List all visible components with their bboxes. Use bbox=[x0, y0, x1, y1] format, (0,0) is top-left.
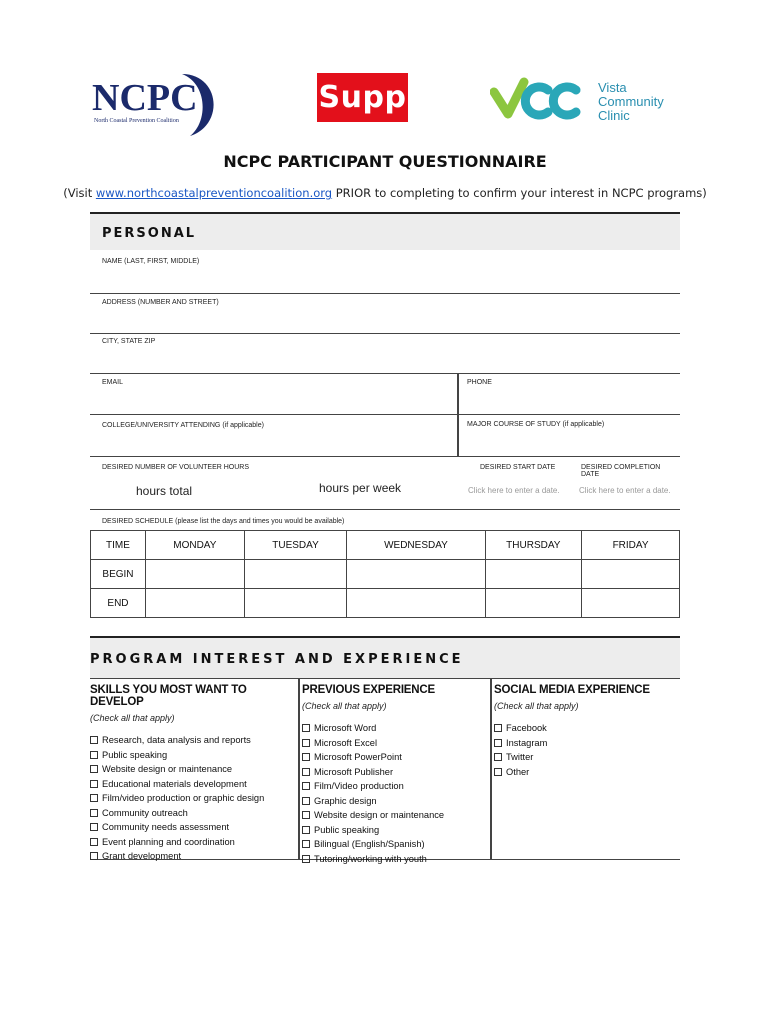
list-item[interactable] bbox=[90, 820, 298, 835]
schedule-table bbox=[90, 530, 680, 618]
logo-row bbox=[0, 62, 770, 142]
college-label: COLLEGE/UNIVERSITY ATTENDING (if applicable) bbox=[102, 422, 264, 429]
list-item[interactable] bbox=[302, 736, 490, 751]
social-media-column bbox=[494, 679, 680, 859]
checkbox[interactable] bbox=[302, 855, 310, 863]
subtitle bbox=[0, 186, 770, 200]
skills-title: SKILLS YOU MOST WANT TO DEVELOP bbox=[90, 684, 247, 708]
schedule-end-row bbox=[91, 589, 680, 618]
item-label: Website design or maintenance bbox=[102, 764, 233, 774]
divider bbox=[457, 374, 459, 457]
page-title: NCPC PARTICIPANT QUESTIONNAIRE bbox=[223, 152, 547, 171]
list-item[interactable] bbox=[302, 779, 490, 794]
list-item[interactable] bbox=[494, 721, 680, 736]
item-label: Facebook bbox=[506, 723, 547, 733]
item-label: Community outreach bbox=[102, 807, 188, 818]
item-label: Microsoft Word bbox=[314, 723, 377, 733]
checkbox[interactable] bbox=[302, 739, 310, 747]
program-section-heading: PROGRAM INTEREST AND EXPERIENCE bbox=[90, 636, 680, 678]
email-phone-row bbox=[90, 374, 680, 415]
list-item[interactable] bbox=[302, 808, 490, 823]
item-label: Website design or maintenance bbox=[314, 810, 445, 820]
city-state-zip-label: CITY, STATE ZIP bbox=[102, 338, 156, 345]
ncpc-logo-text: NCPC bbox=[92, 77, 198, 119]
volunteer-hours-label: DESIRED NUMBER OF VOLUNTEER HOURS bbox=[102, 464, 250, 471]
hours-dates-row bbox=[90, 457, 680, 510]
schedule-cell[interactable] bbox=[347, 589, 485, 618]
schedule-cell[interactable] bbox=[582, 589, 680, 618]
checkbox[interactable] bbox=[90, 809, 98, 817]
major-label: MAJOR COURSE OF STUDY (if applicable) bbox=[467, 421, 605, 428]
schedule-header-time: TIME bbox=[91, 531, 146, 560]
list-item[interactable] bbox=[90, 762, 298, 777]
email-label: EMAIL bbox=[102, 379, 124, 386]
checkbox[interactable] bbox=[494, 724, 502, 732]
schedule-header-monday: MONDAY bbox=[145, 531, 244, 560]
list-item[interactable] bbox=[302, 750, 490, 765]
supp-logo-text: Supp bbox=[318, 80, 407, 115]
checkbox[interactable] bbox=[302, 753, 310, 761]
website-link[interactable]: www.northcoastalpreventioncoalition.org bbox=[95, 186, 333, 200]
list-item[interactable] bbox=[302, 794, 490, 809]
checkbox[interactable] bbox=[90, 765, 98, 773]
list-item[interactable] bbox=[494, 765, 680, 780]
name-field[interactable] bbox=[90, 250, 680, 294]
list-item[interactable] bbox=[90, 806, 298, 821]
checkbox[interactable] bbox=[90, 751, 98, 759]
experience-title: PREVIOUS EXPERIENCE bbox=[302, 684, 435, 696]
vista-community-clinic-logo bbox=[490, 70, 690, 130]
list-item[interactable] bbox=[90, 733, 298, 748]
schedule-row-label-end: END bbox=[91, 589, 146, 618]
checkbox[interactable] bbox=[494, 739, 502, 747]
ncpc-logo-subtext: North Coastal Prevention Coalition bbox=[94, 118, 179, 124]
item-label: Microsoft Publisher bbox=[314, 766, 394, 777]
checkbox[interactable] bbox=[302, 826, 310, 834]
subtitle-prefix: (Visit bbox=[63, 186, 96, 200]
program-columns bbox=[90, 678, 680, 864]
hours-per-week-field[interactable]: hours per week bbox=[319, 481, 402, 495]
completion-date-picker[interactable]: Click here to enter a date. bbox=[579, 486, 671, 495]
start-date-picker[interactable]: Click here to enter a date. bbox=[468, 486, 560, 495]
list-item[interactable] bbox=[90, 777, 298, 792]
schedule-label: DESIRED SCHEDULE (please list the days and times you would be available) bbox=[102, 518, 345, 525]
supp-logo bbox=[317, 73, 408, 122]
list-item[interactable] bbox=[90, 849, 298, 864]
schedule-row-label-begin: BEGIN bbox=[91, 560, 146, 589]
list-item[interactable] bbox=[302, 823, 490, 838]
subtitle-suffix: PRIOR to completing to confirm your interest in NCPC programs) bbox=[332, 186, 707, 200]
social-media-title: SOCIAL MEDIA EXPERIENCE bbox=[494, 684, 650, 696]
schedule-header-wednesday: WEDNESDAY bbox=[347, 531, 485, 560]
vista-logo-line-1: Vista bbox=[598, 80, 627, 95]
schedule-header-friday: FRIDAY bbox=[582, 531, 680, 560]
list-item[interactable] bbox=[494, 736, 680, 751]
item-label: Microsoft PowerPoint bbox=[314, 752, 402, 762]
schedule-cell[interactable] bbox=[582, 560, 680, 589]
social-media-list bbox=[494, 721, 680, 779]
list-item[interactable] bbox=[90, 791, 298, 806]
item-label: Graphic design bbox=[314, 795, 377, 806]
skills-column bbox=[90, 679, 298, 859]
skills-list bbox=[90, 733, 298, 864]
item-label: Film/video production or graphic design bbox=[102, 793, 265, 803]
item-label: Instagram bbox=[506, 737, 548, 748]
list-item[interactable] bbox=[302, 837, 490, 852]
city-state-zip-field[interactable] bbox=[90, 334, 680, 374]
item-label: Grant development bbox=[102, 851, 182, 861]
checkbox[interactable] bbox=[302, 768, 310, 776]
phone-label: PHONE bbox=[467, 379, 492, 386]
item-label: Educational materials development bbox=[102, 778, 247, 789]
checkbox[interactable] bbox=[302, 811, 310, 819]
checkbox[interactable] bbox=[90, 794, 98, 802]
list-item[interactable] bbox=[302, 852, 490, 867]
name-label: NAME (LAST, FIRST, MIDDLE) bbox=[102, 258, 200, 265]
divider bbox=[490, 679, 492, 859]
schedule-cell[interactable] bbox=[485, 589, 582, 618]
completion-date-label: DESIRED COMPLETION DATE bbox=[581, 464, 661, 478]
checkbox[interactable] bbox=[90, 838, 98, 846]
checkbox[interactable] bbox=[302, 782, 310, 790]
list-item[interactable] bbox=[302, 721, 490, 736]
checkbox[interactable] bbox=[90, 852, 98, 860]
list-item[interactable] bbox=[90, 835, 298, 850]
item-label: Public speaking bbox=[102, 749, 168, 760]
address-label: ADDRESS (NUMBER AND STREET) bbox=[102, 299, 219, 306]
list-item[interactable] bbox=[302, 765, 490, 780]
list-item[interactable] bbox=[90, 748, 298, 763]
item-label: Community needs assessment bbox=[102, 822, 230, 832]
experience-list bbox=[302, 721, 490, 866]
college-major-row bbox=[90, 415, 680, 457]
list-item[interactable] bbox=[494, 750, 680, 765]
checkbox[interactable] bbox=[302, 840, 310, 848]
hours-total-field[interactable]: hours total bbox=[136, 484, 193, 498]
item-label: Public speaking bbox=[314, 824, 380, 835]
schedule-cell[interactable] bbox=[145, 560, 244, 589]
item-label: Research, data analysis and reports bbox=[102, 735, 251, 745]
checkbox[interactable] bbox=[90, 780, 98, 788]
item-label: Film/Video production bbox=[314, 781, 404, 791]
checkbox[interactable] bbox=[302, 797, 310, 805]
schedule-cell[interactable] bbox=[244, 589, 347, 618]
schedule-header-row bbox=[91, 531, 680, 560]
address-field[interactable] bbox=[90, 294, 680, 334]
item-label: Event planning and coordination bbox=[102, 836, 235, 847]
schedule-begin-row bbox=[91, 560, 680, 589]
personal-section-heading: PERSONAL bbox=[90, 212, 680, 250]
schedule-cell[interactable] bbox=[347, 560, 485, 589]
experience-note: (Check all that apply) bbox=[302, 701, 387, 711]
schedule-header-thursday: THURSDAY bbox=[485, 531, 582, 560]
item-label: Other bbox=[506, 766, 530, 777]
item-label: Bilingual (English/Spanish) bbox=[314, 839, 425, 849]
schedule-cell[interactable] bbox=[244, 560, 347, 589]
schedule-cell[interactable] bbox=[145, 589, 244, 618]
checkbox[interactable] bbox=[494, 768, 502, 776]
checkbox[interactable] bbox=[90, 736, 98, 744]
item-label: Tutoring/working with youth bbox=[314, 853, 427, 864]
divider bbox=[298, 679, 300, 859]
schedule-header-tuesday: TUESDAY bbox=[244, 531, 347, 560]
skills-note: (Check all that apply) bbox=[90, 713, 175, 723]
checkbox[interactable] bbox=[494, 753, 502, 761]
schedule-cell[interactable] bbox=[485, 560, 582, 589]
checkbox[interactable] bbox=[90, 823, 98, 831]
item-label: Twitter bbox=[506, 752, 534, 762]
start-date-label: DESIRED START DATE bbox=[480, 464, 556, 471]
vista-logo-line-3: Clinic bbox=[598, 108, 630, 123]
ncpc-logo bbox=[90, 70, 220, 138]
checkbox[interactable] bbox=[302, 724, 310, 732]
experience-column bbox=[302, 679, 490, 864]
vista-logo-line-2: Community bbox=[598, 94, 664, 109]
social-media-note: (Check all that apply) bbox=[494, 701, 579, 711]
item-label: Microsoft Excel bbox=[314, 737, 378, 748]
